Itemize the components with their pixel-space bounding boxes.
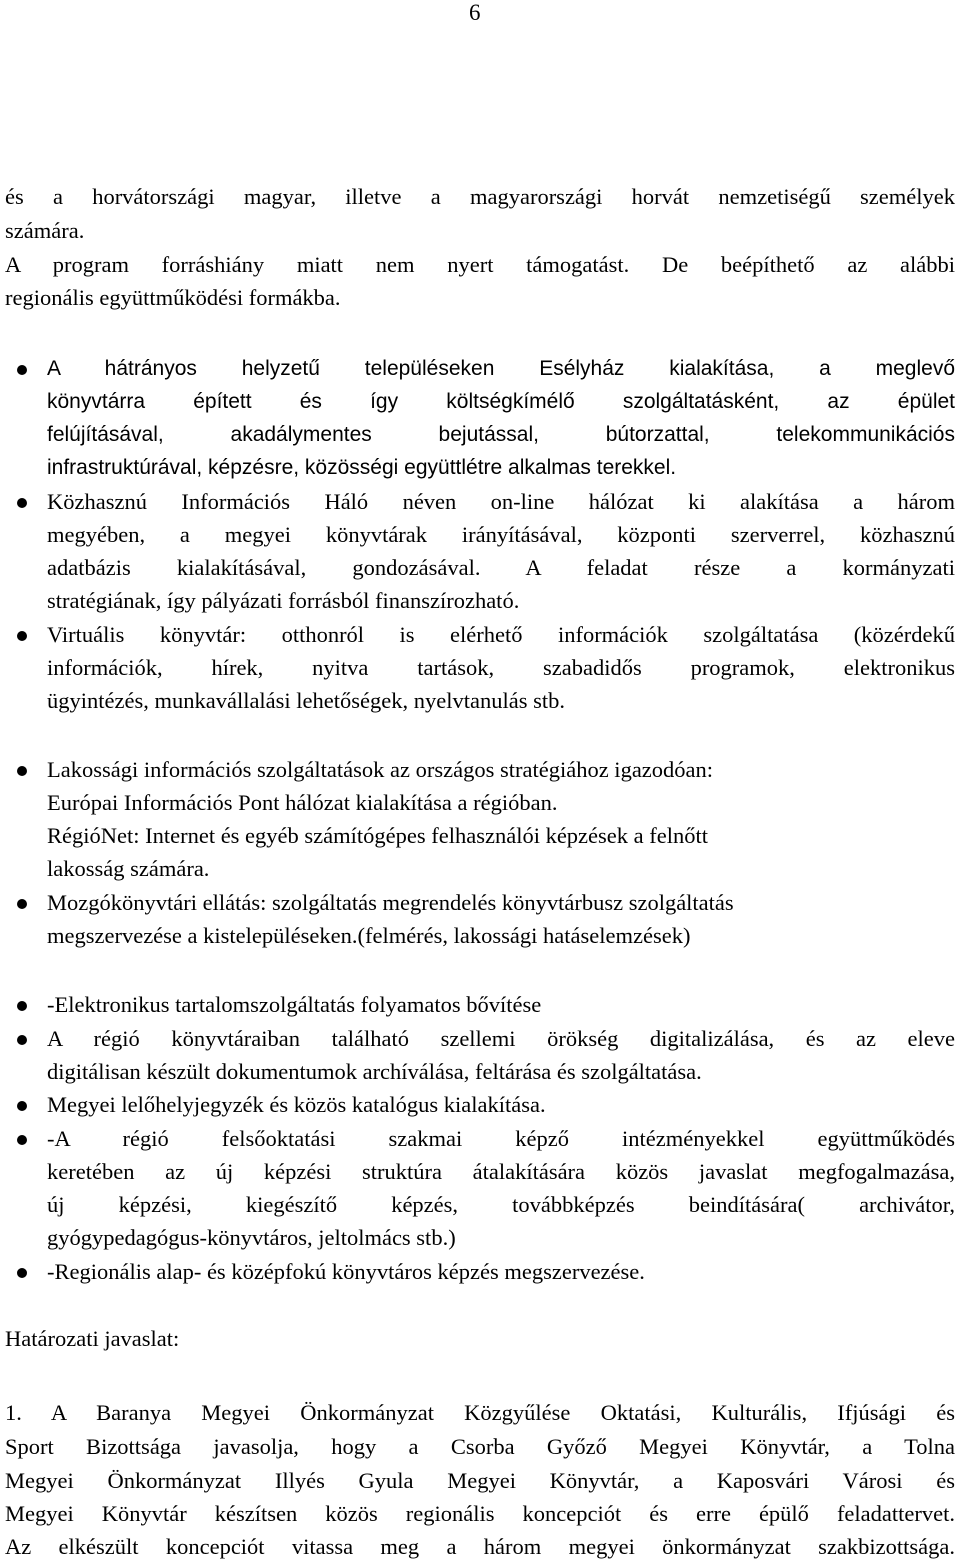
list-item-line: -Regionális alap- és középfokú könyvtáros képzés megszervezése.	[47, 1259, 645, 1284]
list-item-line: Lakossági információs szolgáltatások az országos stratégiához igazodóan:	[47, 757, 714, 782]
resolution-line: Megyei Könyvtár készítsen közös regionális koncepciót és erre épülő feladattervet.	[5, 1501, 955, 1526]
bullet-icon	[17, 1268, 27, 1278]
bullet-icon	[17, 498, 27, 508]
resolution-line: Az elkészült koncepciót vitassa meg a három megyei önkormányzat szakbizottsága.	[5, 1534, 955, 1559]
list-item-line: A régió könyvtáraiban található szellemi örökség digitalizálása, és az eleve	[47, 1026, 955, 1051]
intro-line: regionális együttműködési formákba.	[5, 285, 341, 310]
list-item-line: Megyei lelőhelyjegyzék és közös katalógus kialakítása.	[47, 1092, 546, 1117]
resolution-line: 1. A Baranya Megyei Önkormányzat Közgyűlése Oktatási, Kulturális, Ifjúsági és	[5, 1400, 955, 1425]
list-item-line: -Elektronikus tartalomszolgáltatás folyamatos bővítése	[47, 992, 542, 1017]
list-item-line: felújításával, akadálymentes bejutással, bútorzattal, telekommunikációs	[47, 423, 955, 446]
list-item-line: lakosság számára.	[47, 856, 210, 881]
list-item-line: gyógypedagógus-könyvtáros, jeltolmács stb.)	[47, 1225, 456, 1250]
list-item-line: megszervezése a kistelepüléseken.(felmérés, lakossági hatáselemzések)	[47, 923, 691, 948]
list-item-line: stratégiának, így pályázati forrásból finanszírozható.	[47, 588, 520, 613]
list-item-line: keretében az új képzési struktúra átalakítására közös javaslat megfogalmazása,	[47, 1159, 955, 1184]
bullet-icon	[17, 365, 27, 375]
bullet-icon	[17, 1001, 27, 1011]
list-item-line: ügyintézés, munkavállalási lehetőségek, nyelvtanulás stb.	[47, 688, 565, 713]
list-item-line: Virtuális könyvtár: otthonról is elérhető információk szolgáltatása (közérdekű	[47, 622, 955, 647]
intro-line: A program forráshiány miatt nem nyert támogatást. De beépíthető az alábbi	[5, 252, 955, 277]
bullet-icon	[17, 1101, 27, 1111]
bullet-icon	[17, 631, 27, 641]
intro-line: és a horvátországi magyar, illetve a magyarországi horvát nemzetiségű személyek	[5, 184, 955, 209]
list-item-line: RégióNet: Internet és egyéb számítógépes felhasználói képzések a felnőtt	[47, 823, 708, 848]
list-item-line: könyvtárra épített és így költségkímélő szolgáltatásként, az épület	[47, 390, 955, 413]
intro-line: számára.	[5, 218, 85, 243]
list-item-line: adatbázis kialakításával, gondozásával. A feladat része a kormányzati	[47, 555, 955, 580]
list-item-line: információk, hírek, nyitva tartások, szabadidős programok, elektronikus	[47, 655, 955, 680]
list-item-line: Mozgókönyvtári ellátás: szolgáltatás megrendelés könyvtárbusz szolgáltatás	[47, 890, 734, 915]
resolution-line: Megyei Önkormányzat Illyés Gyula Megyei Könyvtár, a Kaposvári Városi és	[5, 1468, 955, 1493]
resolution-line: Sport Bizottsága javasolja, hogy a Csorba Győző Megyei Könyvtár, a Tolna	[5, 1434, 955, 1459]
list-item-line: digitálisan készült dokumentumok archíválása, feltárása és szolgáltatása.	[47, 1059, 702, 1084]
list-item-line: Közhasznú Információs Háló néven on-line hálózat ki alakítása a három	[47, 489, 955, 514]
bullet-icon	[17, 766, 27, 776]
bullet-icon	[17, 1135, 27, 1145]
list-item-line: infrastruktúrával, képzésre, közösségi együttlétre alkalmas terekkel.	[47, 456, 677, 479]
page-number: 6	[469, 0, 481, 25]
bullet-icon	[17, 1035, 27, 1045]
bullet-icon	[17, 899, 27, 909]
list-item-line: A hátrányos helyzetű településeken Esélyház kialakítása, a meglevő	[47, 357, 955, 380]
list-item-line: új képzési, kiegészítő képzés, továbbképzés beindítására( archivátor,	[47, 1192, 955, 1217]
list-item-line: -A régió felsőoktatási szakmai képző intézményekkel együttműködés	[47, 1126, 955, 1151]
list-item-line: megyében, a megyei könyvtárak irányításával, központi szerverrel, közhasznú	[47, 522, 955, 547]
list-item-line: Európai Információs Pont hálózat kialakítása a régióban.	[47, 790, 558, 815]
resolution-heading: Határozati javaslat:	[5, 1326, 180, 1351]
